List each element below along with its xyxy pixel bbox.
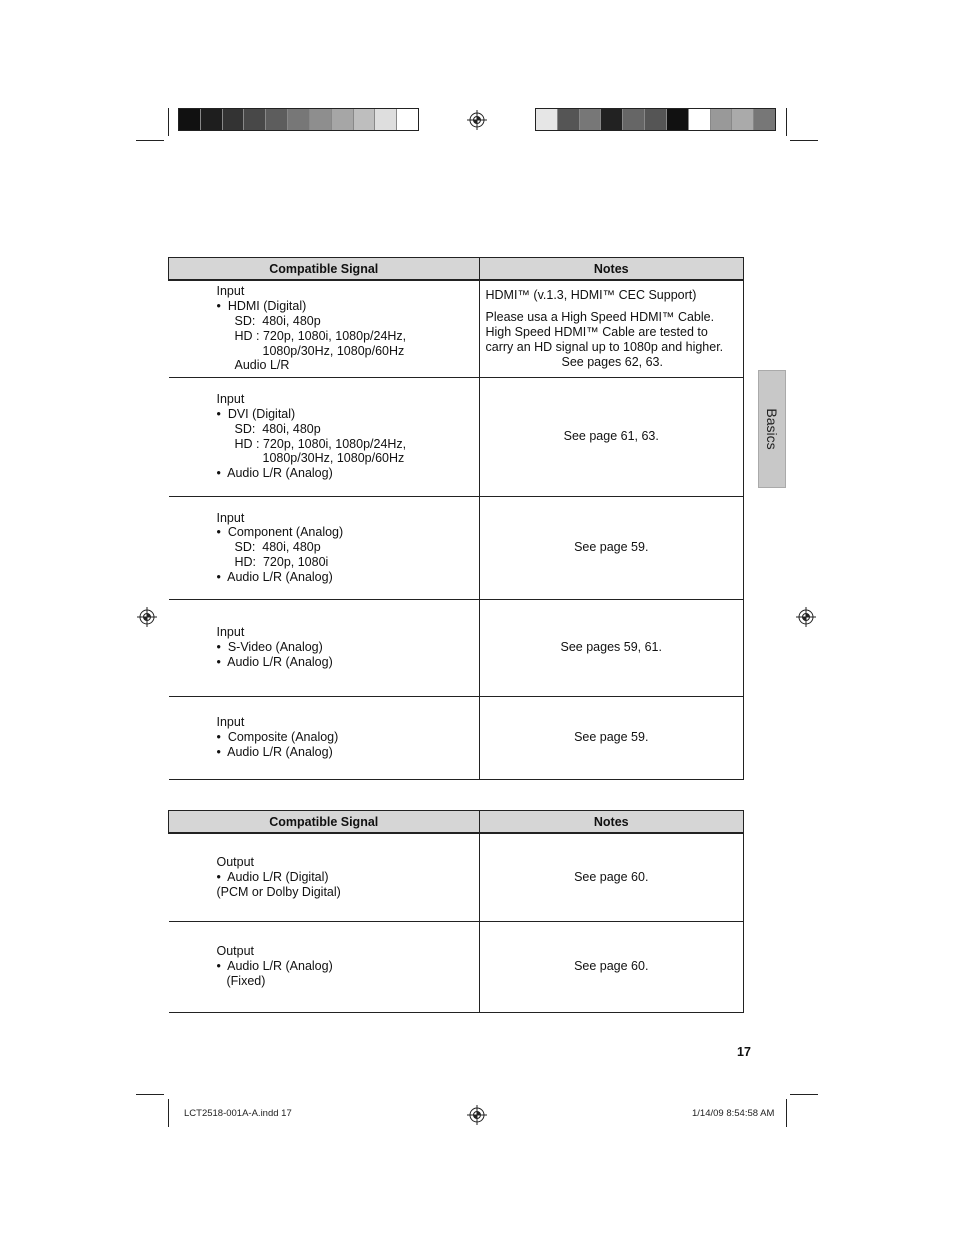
signal-line: • Audio L/R (Analog) (216, 466, 333, 481)
registration-mark-icon (796, 607, 816, 627)
signal-line: HD : 720p, 1080i, 1080p/24Hz, (234, 436, 407, 451)
swatch (623, 109, 645, 130)
swatch (711, 109, 733, 130)
signal-cell (169, 392, 479, 481)
signal-line: (Fixed) (226, 973, 266, 988)
signal-cell (169, 511, 479, 585)
signal-line: HD: 720p, 1080i (234, 554, 329, 569)
header-notes: Notes (479, 258, 744, 281)
input-signal-table (168, 257, 744, 780)
signal-line: • Audio L/R (Analog) (216, 744, 333, 759)
swatch (310, 109, 332, 130)
swatch (375, 109, 397, 130)
footer-filename: LCT2518-001A-A.indd 17 (184, 1108, 292, 1119)
signal-line: SD: 480i, 480p (234, 421, 321, 436)
swatch (354, 109, 376, 130)
signal-line: Audio L/R (234, 358, 290, 373)
signal-line: • HDMI (Digital) (216, 299, 307, 314)
color-bar-right (535, 108, 776, 131)
table-row (169, 496, 744, 599)
signal-line: • DVI (Digital) (216, 406, 296, 421)
swatch (689, 109, 711, 130)
signal-line: • Audio L/R (Analog) (216, 959, 333, 974)
signal-line: • Audio L/R (Digital) (216, 869, 329, 884)
signal-line: HD : 720p, 1080i, 1080p/24Hz, (234, 328, 407, 343)
color-bar-left (178, 108, 419, 131)
swatch (288, 109, 310, 130)
registration-mark-icon (467, 110, 487, 130)
swatch (580, 109, 602, 130)
section-tab-label: Basics (764, 408, 780, 450)
header-notes: Notes (479, 811, 744, 834)
note-line: See pages 62, 63. (561, 354, 663, 369)
signal-cell (169, 855, 479, 899)
crop-mark (168, 108, 169, 136)
note-line: High Speed HDMI™ Cable are tested to (485, 324, 708, 339)
swatch (201, 109, 223, 130)
swatch (244, 109, 266, 130)
header-compatible-signal: Compatible Signal (169, 258, 480, 281)
swatch (179, 109, 201, 130)
signal-line: (PCM or Dolby Digital) (216, 884, 341, 899)
signal-line: 1080p/30Hz, 1080p/60Hz (262, 343, 405, 358)
swatch (223, 109, 245, 130)
signal-cell (169, 944, 479, 988)
section-tab (758, 370, 786, 488)
crop-mark (168, 1099, 169, 1127)
signal-line: 1080p/30Hz, 1080p/60Hz (262, 451, 405, 466)
table-row (169, 377, 744, 496)
notes-cell (479, 280, 744, 377)
registration-mark-icon (137, 607, 157, 627)
signal-line: • Component (Analog) (216, 525, 344, 540)
crop-mark (136, 140, 164, 141)
signal-line: • Audio L/R (Analog) (216, 569, 333, 584)
swatch (601, 109, 623, 130)
signal-line: SD: 480i, 480p (234, 313, 321, 328)
signal-line: SD: 480i, 480p (234, 540, 321, 555)
signal-line: Input (216, 625, 245, 640)
swatch (266, 109, 288, 130)
note-line: carry an HD signal up to 1080p and higher. (485, 339, 724, 354)
table-row (169, 280, 744, 377)
registration-mark-icon (467, 1105, 487, 1125)
signal-line: • Audio L/R (Analog) (216, 654, 333, 669)
signal-line: Input (216, 715, 245, 730)
swatch (332, 109, 354, 130)
crop-mark (786, 1099, 787, 1127)
signal-line: Output (216, 855, 255, 870)
swatch (645, 109, 667, 130)
swatch (536, 109, 558, 130)
swatch (754, 109, 775, 130)
table-row (169, 599, 744, 696)
swatch (397, 109, 418, 130)
table-row (169, 833, 744, 921)
notes-cell: See page 60. (479, 921, 744, 1012)
footer-timestamp: 1/14/09 8:54:58 AM (692, 1108, 775, 1119)
table-row (169, 696, 744, 779)
signal-line: Input (216, 510, 245, 525)
page-number: 17 (737, 1045, 751, 1059)
table-row (169, 921, 744, 1012)
crop-mark (136, 1094, 164, 1095)
notes-cell: See page 60. (479, 833, 744, 921)
signal-cell (169, 284, 479, 373)
output-signal-table (168, 810, 744, 1013)
notes-cell: See page 59. (479, 696, 744, 779)
crop-mark (790, 140, 818, 141)
notes-cell: See page 59. (479, 496, 744, 599)
notes-cell: See pages 59, 61. (479, 599, 744, 696)
signal-line: Output (216, 944, 255, 959)
signal-cell (169, 715, 479, 759)
signal-line: Input (216, 392, 245, 407)
swatch (667, 109, 689, 130)
signal-cell (169, 625, 479, 669)
swatch (732, 109, 754, 130)
swatch (558, 109, 580, 130)
signal-line: Input (216, 284, 245, 299)
header-compatible-signal: Compatible Signal (169, 811, 480, 834)
signal-line: • S-Video (Analog) (216, 640, 323, 655)
note-line: HDMI™ (v.1.3, HDMI™ CEC Support) (485, 287, 697, 302)
crop-mark (790, 1094, 818, 1095)
note-line: Please usa a High Speed HDMI™ Cable. (485, 309, 715, 324)
notes-cell: See page 61, 63. (479, 377, 744, 496)
signal-line: • Composite (Analog) (216, 730, 339, 745)
crop-mark (786, 108, 787, 136)
